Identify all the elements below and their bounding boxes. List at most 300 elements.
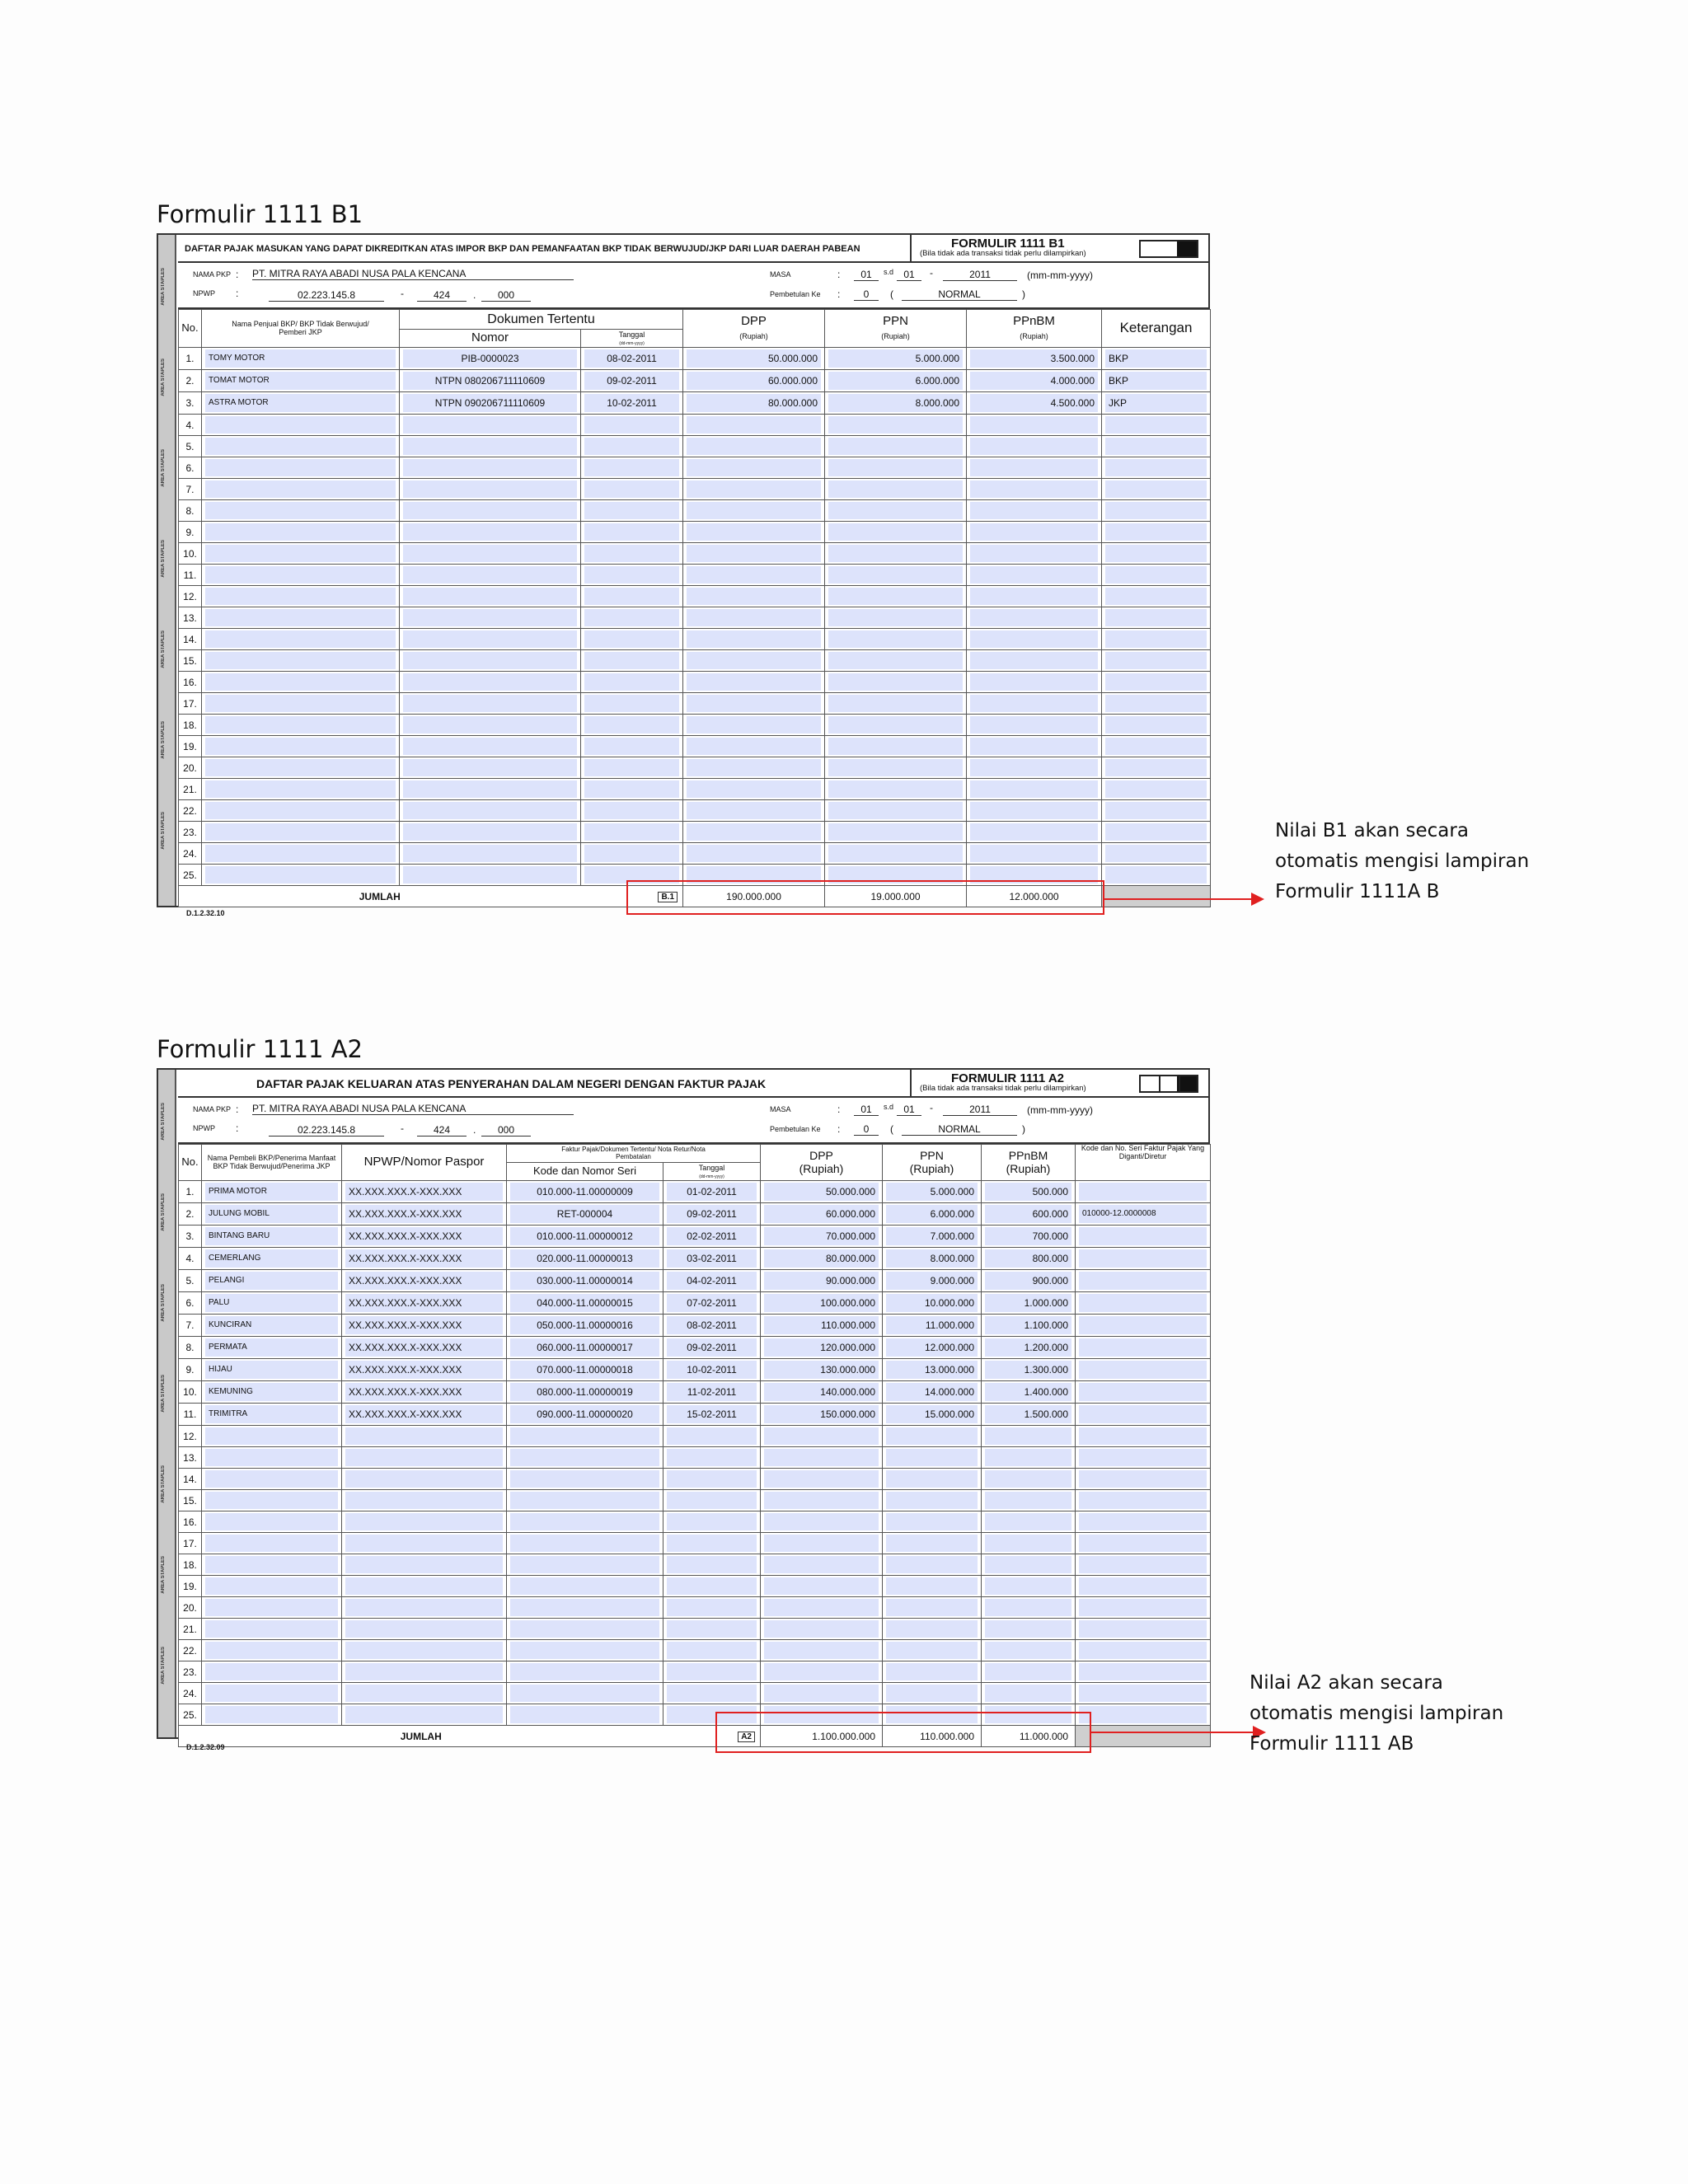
seller-name[interactable] — [202, 822, 400, 843]
dpp-value[interactable] — [761, 1554, 883, 1576]
ppn-value[interactable]: 14.000.000 — [883, 1381, 982, 1404]
replaced-faktur-code[interactable] — [1076, 1337, 1211, 1359]
ppn-value[interactable] — [825, 779, 967, 800]
ppnbm-value[interactable]: 800.000 — [982, 1248, 1076, 1270]
doc-number[interactable] — [400, 415, 581, 436]
npwp-value[interactable] — [342, 1533, 507, 1554]
doc-date[interactable] — [581, 629, 683, 650]
faktur-code[interactable]: 050.000-11.00000016 — [507, 1315, 663, 1337]
faktur-date[interactable]: 15-02-2011 — [663, 1404, 761, 1426]
keterangan-value[interactable] — [1102, 843, 1211, 865]
ppn-value[interactable] — [825, 650, 967, 672]
seller-name[interactable] — [202, 715, 400, 736]
ppnbm-value[interactable] — [967, 522, 1102, 543]
ppnbm-value[interactable]: 900.000 — [982, 1270, 1076, 1292]
replaced-faktur-code[interactable] — [1076, 1447, 1211, 1469]
keterangan-value[interactable] — [1102, 522, 1211, 543]
keterangan-value[interactable] — [1102, 650, 1211, 672]
buyer-name[interactable] — [202, 1533, 342, 1554]
buyer-name[interactable]: PALU — [202, 1292, 342, 1315]
seller-name[interactable] — [202, 693, 400, 715]
npwp-value[interactable] — [342, 1619, 507, 1640]
doc-date[interactable] — [581, 715, 683, 736]
ppnbm-value[interactable]: 1.200.000 — [982, 1337, 1076, 1359]
ppnbm-value[interactable] — [967, 757, 1102, 779]
npwp-value[interactable]: XX.XXX.XXX.X-XXX.XXX — [342, 1359, 507, 1381]
ppnbm-value[interactable] — [967, 843, 1102, 865]
ppnbm-value[interactable] — [967, 586, 1102, 607]
dpp-value[interactable] — [761, 1511, 883, 1533]
doc-number[interactable] — [400, 757, 581, 779]
replaced-faktur-code[interactable] — [1076, 1426, 1211, 1447]
doc-date[interactable] — [581, 457, 683, 479]
npwp-value[interactable]: XX.XXX.XXX.X-XXX.XXX — [342, 1248, 507, 1270]
ppn-value[interactable]: 10.000.000 — [883, 1292, 982, 1315]
doc-number[interactable]: NTPN 090206711110609 — [400, 392, 581, 415]
faktur-code[interactable] — [507, 1597, 663, 1619]
dpp-value[interactable] — [683, 436, 825, 457]
dpp-value[interactable] — [761, 1533, 883, 1554]
faktur-code[interactable] — [507, 1447, 663, 1469]
faktur-code[interactable]: 070.000-11.00000018 — [507, 1359, 663, 1381]
dpp-value[interactable] — [683, 822, 825, 843]
replaced-faktur-code[interactable] — [1076, 1248, 1211, 1270]
ppnbm-value[interactable]: 500.000 — [982, 1181, 1076, 1203]
buyer-name[interactable]: TRIMITRA — [202, 1404, 342, 1426]
keterangan-value[interactable] — [1102, 715, 1211, 736]
faktur-code[interactable] — [507, 1511, 663, 1533]
ppn-value[interactable]: 13.000.000 — [883, 1359, 982, 1381]
ppnbm-value[interactable] — [967, 650, 1102, 672]
faktur-date[interactable]: 10-02-2011 — [663, 1359, 761, 1381]
faktur-date[interactable] — [663, 1640, 761, 1661]
faktur-date[interactable] — [663, 1576, 761, 1597]
ppn-value[interactable] — [825, 822, 967, 843]
faktur-code[interactable] — [507, 1661, 663, 1683]
dpp-value[interactable]: 50.000.000 — [761, 1181, 883, 1203]
ppnbm-value[interactable] — [982, 1554, 1076, 1576]
ppnbm-value[interactable] — [982, 1661, 1076, 1683]
ppnbm-value[interactable]: 1.300.000 — [982, 1359, 1076, 1381]
doc-number[interactable] — [400, 457, 581, 479]
replaced-faktur-code[interactable] — [1076, 1597, 1211, 1619]
pembetulan-value[interactable]: 0 — [854, 288, 879, 301]
seller-name[interactable]: ASTRA MOTOR — [202, 392, 400, 415]
seller-name[interactable] — [202, 522, 400, 543]
npwp-value[interactable] — [342, 1661, 507, 1683]
dpp-value[interactable] — [761, 1661, 883, 1683]
doc-number[interactable] — [400, 650, 581, 672]
ppnbm-value[interactable] — [982, 1576, 1076, 1597]
seller-name[interactable] — [202, 736, 400, 757]
ppn-value[interactable] — [883, 1576, 982, 1597]
npwp-value[interactable] — [342, 1597, 507, 1619]
keterangan-value[interactable] — [1102, 822, 1211, 843]
ppn-value[interactable] — [825, 672, 967, 693]
doc-date[interactable] — [581, 693, 683, 715]
masa-to[interactable]: 01 — [897, 269, 921, 281]
ppn-value[interactable] — [883, 1469, 982, 1490]
dpp-value[interactable] — [683, 672, 825, 693]
faktur-date[interactable] — [663, 1597, 761, 1619]
doc-number[interactable] — [400, 479, 581, 500]
doc-date[interactable] — [581, 822, 683, 843]
seller-name[interactable] — [202, 800, 400, 822]
ppn-value[interactable] — [883, 1511, 982, 1533]
doc-date[interactable] — [581, 736, 683, 757]
dpp-value[interactable] — [683, 715, 825, 736]
faktur-code[interactable]: 010.000-11.00000009 — [507, 1181, 663, 1203]
faktur-code[interactable]: 090.000-11.00000020 — [507, 1404, 663, 1426]
ppnbm-value[interactable]: 3.500.000 — [967, 348, 1102, 370]
npwp-value[interactable] — [342, 1426, 507, 1447]
ppn-value[interactable]: 5.000.000 — [825, 348, 967, 370]
doc-number[interactable] — [400, 800, 581, 822]
ppn-value[interactable] — [825, 736, 967, 757]
dpp-value[interactable] — [683, 543, 825, 565]
ppn-value[interactable] — [883, 1426, 982, 1447]
replaced-faktur-code[interactable] — [1076, 1292, 1211, 1315]
keterangan-value[interactable] — [1102, 629, 1211, 650]
status-value[interactable]: NORMAL — [902, 1123, 1017, 1136]
ppnbm-value[interactable] — [967, 715, 1102, 736]
doc-number[interactable] — [400, 715, 581, 736]
ppn-value[interactable] — [825, 565, 967, 586]
buyer-name[interactable]: HIJAU — [202, 1359, 342, 1381]
replaced-faktur-code[interactable] — [1076, 1511, 1211, 1533]
doc-date[interactable] — [581, 522, 683, 543]
doc-date[interactable] — [581, 436, 683, 457]
ppnbm-value[interactable]: 1.000.000 — [982, 1292, 1076, 1315]
replaced-faktur-code[interactable] — [1076, 1181, 1211, 1203]
ppnbm-value[interactable]: 1.500.000 — [982, 1404, 1076, 1426]
seller-name[interactable] — [202, 865, 400, 886]
npwp-value[interactable] — [342, 1469, 507, 1490]
faktur-date[interactable]: 09-02-2011 — [663, 1203, 761, 1226]
doc-number[interactable] — [400, 672, 581, 693]
faktur-code[interactable]: 060.000-11.00000017 — [507, 1337, 663, 1359]
npwp-value[interactable]: XX.XXX.XXX.X-XXX.XXX — [342, 1181, 507, 1203]
doc-date[interactable] — [581, 843, 683, 865]
replaced-faktur-code[interactable] — [1076, 1576, 1211, 1597]
dpp-value[interactable] — [683, 500, 825, 522]
buyer-name[interactable] — [202, 1619, 342, 1640]
npwp-value[interactable] — [342, 1511, 507, 1533]
ppnbm-value[interactable] — [982, 1619, 1076, 1640]
npwp-value[interactable]: XX.XXX.XXX.X-XXX.XXX — [342, 1270, 507, 1292]
buyer-name[interactable] — [202, 1469, 342, 1490]
faktur-date[interactable]: 03-02-2011 — [663, 1248, 761, 1270]
ppnbm-value[interactable] — [982, 1511, 1076, 1533]
ppn-value[interactable]: 5.000.000 — [883, 1181, 982, 1203]
seller-name[interactable] — [202, 629, 400, 650]
doc-number[interactable] — [400, 779, 581, 800]
faktur-code[interactable] — [507, 1554, 663, 1576]
buyer-name[interactable] — [202, 1597, 342, 1619]
doc-number[interactable] — [400, 436, 581, 457]
buyer-name[interactable] — [202, 1554, 342, 1576]
ppnbm-value[interactable] — [982, 1533, 1076, 1554]
replaced-faktur-code[interactable] — [1076, 1270, 1211, 1292]
doc-date[interactable] — [581, 415, 683, 436]
ppnbm-value[interactable]: 700.000 — [982, 1226, 1076, 1248]
dpp-value[interactable] — [683, 650, 825, 672]
dpp-value[interactable] — [683, 693, 825, 715]
ppn-value[interactable] — [883, 1640, 982, 1661]
ppn-value[interactable] — [825, 415, 967, 436]
keterangan-value[interactable] — [1102, 479, 1211, 500]
ppn-value[interactable] — [883, 1661, 982, 1683]
dpp-value[interactable]: 90.000.000 — [761, 1270, 883, 1292]
ppnbm-value[interactable] — [982, 1683, 1076, 1704]
nama-pkp-value[interactable]: PT. MITRA RAYA ABADI NUSA PALA KENCANA — [252, 1103, 574, 1115]
ppnbm-value[interactable]: 1.400.000 — [982, 1381, 1076, 1404]
dpp-value[interactable] — [683, 607, 825, 629]
keterangan-value[interactable] — [1102, 415, 1211, 436]
ppn-value[interactable] — [883, 1683, 982, 1704]
buyer-name[interactable] — [202, 1426, 342, 1447]
buyer-name[interactable]: PERMATA — [202, 1337, 342, 1359]
seller-name[interactable] — [202, 415, 400, 436]
buyer-name[interactable] — [202, 1447, 342, 1469]
dpp-value[interactable] — [761, 1597, 883, 1619]
faktur-code[interactable] — [507, 1576, 663, 1597]
ppnbm-value[interactable] — [967, 565, 1102, 586]
ppn-value[interactable]: 8.000.000 — [825, 392, 967, 415]
faktur-code[interactable]: RET-000004 — [507, 1203, 663, 1226]
dpp-value[interactable] — [683, 522, 825, 543]
buyer-name[interactable] — [202, 1511, 342, 1533]
ppnbm-value[interactable] — [967, 736, 1102, 757]
ppn-value[interactable] — [825, 457, 967, 479]
doc-date[interactable] — [581, 650, 683, 672]
npwp-value[interactable]: XX.XXX.XXX.X-XXX.XXX — [342, 1404, 507, 1426]
faktur-code[interactable] — [507, 1469, 663, 1490]
replaced-faktur-code[interactable] — [1076, 1683, 1211, 1704]
ppn-value[interactable] — [883, 1533, 982, 1554]
doc-number[interactable] — [400, 607, 581, 629]
replaced-faktur-code[interactable] — [1076, 1661, 1211, 1683]
doc-date[interactable] — [581, 672, 683, 693]
replaced-faktur-code[interactable] — [1076, 1226, 1211, 1248]
npwp-value[interactable] — [342, 1554, 507, 1576]
keterangan-value[interactable] — [1102, 436, 1211, 457]
faktur-date[interactable] — [663, 1490, 761, 1511]
ppnbm-value[interactable] — [967, 543, 1102, 565]
buyer-name[interactable] — [202, 1683, 342, 1704]
keterangan-value[interactable] — [1102, 800, 1211, 822]
dpp-value[interactable]: 70.000.000 — [761, 1226, 883, 1248]
keterangan-value[interactable] — [1102, 586, 1211, 607]
faktur-code[interactable]: 040.000-11.00000015 — [507, 1292, 663, 1315]
npwp-field-2[interactable]: 424 — [417, 1124, 467, 1137]
ppnbm-value[interactable] — [967, 436, 1102, 457]
faktur-date[interactable]: 11-02-2011 — [663, 1381, 761, 1404]
buyer-name[interactable] — [202, 1704, 342, 1726]
buyer-name[interactable]: JULUNG MOBIL — [202, 1203, 342, 1226]
seller-name[interactable]: TOMY MOTOR — [202, 348, 400, 370]
npwp-field-1[interactable]: 02.223.145.8 — [269, 289, 384, 302]
keterangan-value[interactable] — [1102, 693, 1211, 715]
dpp-value[interactable] — [683, 736, 825, 757]
ppnbm-value[interactable]: 1.100.000 — [982, 1315, 1076, 1337]
ppn-value[interactable] — [825, 522, 967, 543]
replaced-faktur-code[interactable] — [1076, 1469, 1211, 1490]
faktur-code[interactable] — [507, 1640, 663, 1661]
dpp-value[interactable] — [683, 629, 825, 650]
npwp-value[interactable]: XX.XXX.XXX.X-XXX.XXX — [342, 1226, 507, 1248]
ppn-value[interactable] — [825, 693, 967, 715]
masa-from[interactable]: 01 — [854, 269, 879, 281]
replaced-faktur-code[interactable] — [1076, 1404, 1211, 1426]
replaced-faktur-code[interactable] — [1076, 1554, 1211, 1576]
faktur-date[interactable] — [663, 1469, 761, 1490]
ppnbm-value[interactable] — [967, 779, 1102, 800]
faktur-date[interactable]: 07-02-2011 — [663, 1292, 761, 1315]
doc-number[interactable]: PIB-0000023 — [400, 348, 581, 370]
npwp-field-2[interactable]: 424 — [417, 289, 467, 302]
seller-name[interactable] — [202, 779, 400, 800]
ppnbm-value[interactable]: 4.500.000 — [967, 392, 1102, 415]
ppn-value[interactable]: 12.000.000 — [883, 1337, 982, 1359]
faktur-code[interactable] — [507, 1683, 663, 1704]
replaced-faktur-code[interactable] — [1076, 1640, 1211, 1661]
ppn-value[interactable] — [825, 607, 967, 629]
ppn-value[interactable] — [883, 1597, 982, 1619]
doc-date[interactable]: 09-02-2011 — [581, 370, 683, 392]
keterangan-value[interactable] — [1102, 865, 1211, 886]
ppnbm-value[interactable] — [982, 1447, 1076, 1469]
doc-date[interactable] — [581, 607, 683, 629]
seller-name[interactable] — [202, 479, 400, 500]
npwp-value[interactable]: XX.XXX.XXX.X-XXX.XXX — [342, 1292, 507, 1315]
keterangan-value[interactable] — [1102, 779, 1211, 800]
keterangan-value[interactable] — [1102, 672, 1211, 693]
ppnbm-value[interactable] — [967, 500, 1102, 522]
ppnbm-value[interactable] — [967, 415, 1102, 436]
npwp-field-3[interactable]: 000 — [481, 289, 531, 302]
faktur-date[interactable] — [663, 1511, 761, 1533]
doc-number[interactable] — [400, 543, 581, 565]
buyer-name[interactable]: KUNCIRAN — [202, 1315, 342, 1337]
seller-name[interactable] — [202, 436, 400, 457]
buyer-name[interactable] — [202, 1576, 342, 1597]
buyer-name[interactable]: PRIMA MOTOR — [202, 1181, 342, 1203]
replaced-faktur-code[interactable] — [1076, 1490, 1211, 1511]
ppnbm-value[interactable] — [967, 607, 1102, 629]
faktur-code[interactable] — [507, 1426, 663, 1447]
doc-date[interactable]: 08-02-2011 — [581, 348, 683, 370]
seller-name[interactable] — [202, 843, 400, 865]
ppnbm-value[interactable] — [967, 479, 1102, 500]
ppn-value[interactable] — [883, 1490, 982, 1511]
replaced-faktur-code[interactable] — [1076, 1359, 1211, 1381]
ppnbm-value[interactable] — [967, 672, 1102, 693]
dpp-value[interactable] — [683, 565, 825, 586]
keterangan-value[interactable] — [1102, 565, 1211, 586]
ppn-value[interactable]: 8.000.000 — [883, 1248, 982, 1270]
doc-number[interactable] — [400, 843, 581, 865]
ppn-value[interactable] — [825, 629, 967, 650]
seller-name[interactable] — [202, 565, 400, 586]
npwp-value[interactable]: XX.XXX.XXX.X-XXX.XXX — [342, 1315, 507, 1337]
seller-name[interactable] — [202, 607, 400, 629]
seller-name[interactable] — [202, 586, 400, 607]
npwp-field-3[interactable]: 000 — [481, 1124, 531, 1137]
dpp-value[interactable] — [761, 1683, 883, 1704]
doc-number[interactable] — [400, 822, 581, 843]
keterangan-value[interactable] — [1102, 757, 1211, 779]
dpp-value[interactable]: 140.000.000 — [761, 1381, 883, 1404]
faktur-code[interactable] — [507, 1533, 663, 1554]
dpp-value[interactable] — [761, 1490, 883, 1511]
dpp-value[interactable] — [683, 843, 825, 865]
dpp-value[interactable] — [683, 757, 825, 779]
seller-name[interactable] — [202, 672, 400, 693]
doc-number[interactable]: NTPN 080206711110609 — [400, 370, 581, 392]
ppn-value[interactable] — [883, 1619, 982, 1640]
dpp-value[interactable]: 80.000.000 — [761, 1248, 883, 1270]
faktur-code[interactable]: 080.000-11.00000019 — [507, 1381, 663, 1404]
ppnbm-value[interactable] — [982, 1469, 1076, 1490]
seller-name[interactable] — [202, 457, 400, 479]
dpp-value[interactable] — [761, 1619, 883, 1640]
doc-date[interactable] — [581, 800, 683, 822]
faktur-code[interactable] — [507, 1490, 663, 1511]
faktur-code[interactable]: 010.000-11.00000012 — [507, 1226, 663, 1248]
doc-number[interactable] — [400, 500, 581, 522]
dpp-value[interactable] — [761, 1640, 883, 1661]
keterangan-value[interactable] — [1102, 736, 1211, 757]
dpp-value[interactable] — [761, 1576, 883, 1597]
doc-date[interactable] — [581, 565, 683, 586]
buyer-name[interactable]: PELANGI — [202, 1270, 342, 1292]
faktur-date[interactable] — [663, 1661, 761, 1683]
npwp-value[interactable] — [342, 1640, 507, 1661]
doc-date[interactable] — [581, 500, 683, 522]
dpp-value[interactable]: 80.000.000 — [683, 392, 825, 415]
faktur-code[interactable] — [507, 1704, 663, 1726]
faktur-date[interactable] — [663, 1447, 761, 1469]
npwp-value[interactable] — [342, 1683, 507, 1704]
dpp-value[interactable]: 60.000.000 — [761, 1203, 883, 1226]
faktur-date[interactable]: 02-02-2011 — [663, 1226, 761, 1248]
doc-date[interactable] — [581, 479, 683, 500]
doc-number[interactable] — [400, 522, 581, 543]
npwp-value[interactable]: XX.XXX.XXX.X-XXX.XXX — [342, 1203, 507, 1226]
seller-name[interactable] — [202, 500, 400, 522]
nama-pkp-value[interactable]: PT. MITRA RAYA ABADI NUSA PALA KENCANA — [252, 268, 574, 280]
replaced-faktur-code[interactable] — [1076, 1619, 1211, 1640]
ppn-value[interactable]: 6.000.000 — [883, 1203, 982, 1226]
faktur-date[interactable] — [663, 1533, 761, 1554]
keterangan-value[interactable]: BKP — [1102, 348, 1211, 370]
keterangan-value[interactable]: BKP — [1102, 370, 1211, 392]
pembetulan-value[interactable]: 0 — [854, 1123, 879, 1136]
ppnbm-value[interactable] — [967, 629, 1102, 650]
dpp-value[interactable] — [761, 1469, 883, 1490]
ppn-value[interactable] — [825, 715, 967, 736]
faktur-date[interactable] — [663, 1683, 761, 1704]
dpp-value[interactable] — [761, 1426, 883, 1447]
keterangan-value[interactable] — [1102, 500, 1211, 522]
dpp-value[interactable] — [683, 479, 825, 500]
status-value[interactable]: NORMAL — [902, 288, 1017, 301]
ppn-value[interactable]: 11.000.000 — [883, 1315, 982, 1337]
faktur-date[interactable]: 01-02-2011 — [663, 1181, 761, 1203]
ppnbm-value[interactable]: 4.000.000 — [967, 370, 1102, 392]
ppn-value[interactable] — [825, 757, 967, 779]
